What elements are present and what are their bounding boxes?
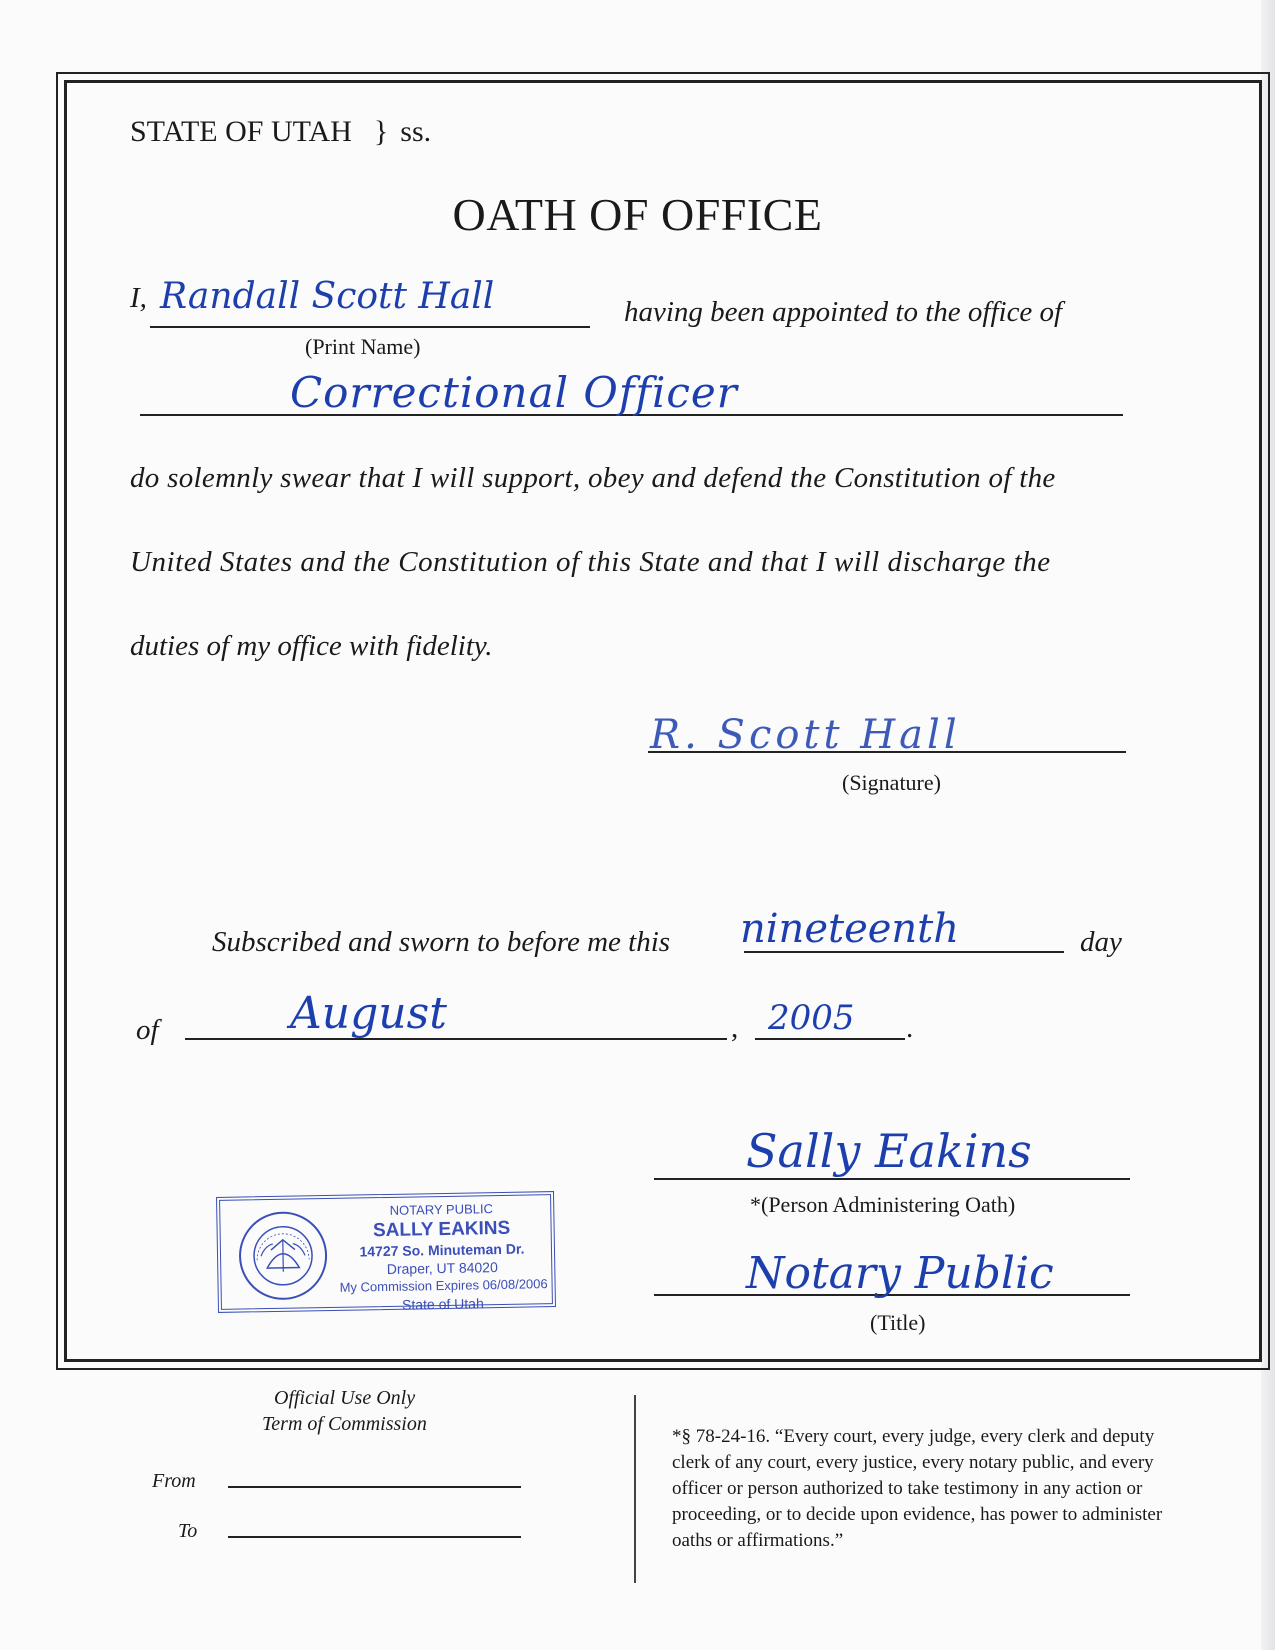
stamp-address: 14727 So. Minuteman Dr. [359,1240,525,1260]
document-title: OATH OF OFFICE [452,189,823,240]
oath-paragraph-line-1: do solemnly swear that I will support, obey and defend the Constitution of the [130,462,1056,494]
to-label: To [178,1520,198,1542]
oath-paragraph-line-2: United States and the Constitution of this State and that I will discharge the [130,546,1051,578]
name-caption: (Print Name) [305,334,421,359]
state-heading [130,115,431,149]
name-handwriting: Randall Scott Hall [160,276,495,317]
month-field-line [185,1038,727,1040]
office-handwriting: Correctional Officer [290,368,738,417]
year-handwriting: 2005 [768,998,855,1038]
appointed-text: having been appointed to the office of [624,296,1063,328]
from-label: From [152,1470,196,1492]
administrator-signature-handwriting: Sally Eakins [746,1124,1032,1178]
day-handwriting: nineteenth [740,906,960,952]
title-handwriting: Notary Public [746,1248,1054,1299]
term-of-commission-label: Term of Commission [262,1413,427,1435]
subscribed-text: Subscribed and sworn to before me this [212,926,671,958]
state-seal-icon [236,1209,330,1303]
stamp-state: State of Utah [401,1295,484,1313]
from-field-line [228,1486,521,1488]
administrator-signature-line [654,1178,1130,1180]
of-word: of [136,1014,159,1046]
signature-handwriting: R. Scott Hall [650,712,961,758]
signature-caption: (Signature) [842,770,941,795]
notary-stamp [216,1191,556,1313]
administrator-caption: *(Person Administering Oath) [750,1192,1016,1217]
to-field-line [228,1536,521,1538]
name-field-line [150,326,590,328]
statute-footnote: *§ 78-24-16. “Every court, every judge, every clerk and deputy clerk of any court, every justice, every notary public, and every officer or person authorized to take testimony in any action or proceeding, or to decide upon evidence, has power to administer oaths or affirmations.” [672,1426,1163,1551]
footer-divider [634,1395,636,1583]
stamp-notary-label: NOTARY PUBLIC [389,1201,494,1218]
day-word: day [1080,926,1122,958]
official-use-label: Official Use Only [274,1387,416,1409]
brace-symbol: } [373,115,389,148]
year-field-line [755,1038,905,1040]
month-handwriting: August [290,988,447,1039]
stamp-city: Draper, UT 84020 [386,1259,498,1277]
stamp-expiration: My Commission Expires 06/08/2006 [339,1276,548,1295]
date-comma: , [731,1012,739,1044]
title-caption: (Title) [870,1310,926,1335]
state-name: STATE OF UTAH [130,115,352,148]
stamp-name: SALLY EAKINS [372,1217,511,1242]
date-period: . [906,1012,914,1044]
oath-lead: I, [130,282,147,314]
venue-abbrev: ss. [400,115,432,148]
oath-paragraph-line-3: duties of my office with fidelity. [130,630,493,662]
